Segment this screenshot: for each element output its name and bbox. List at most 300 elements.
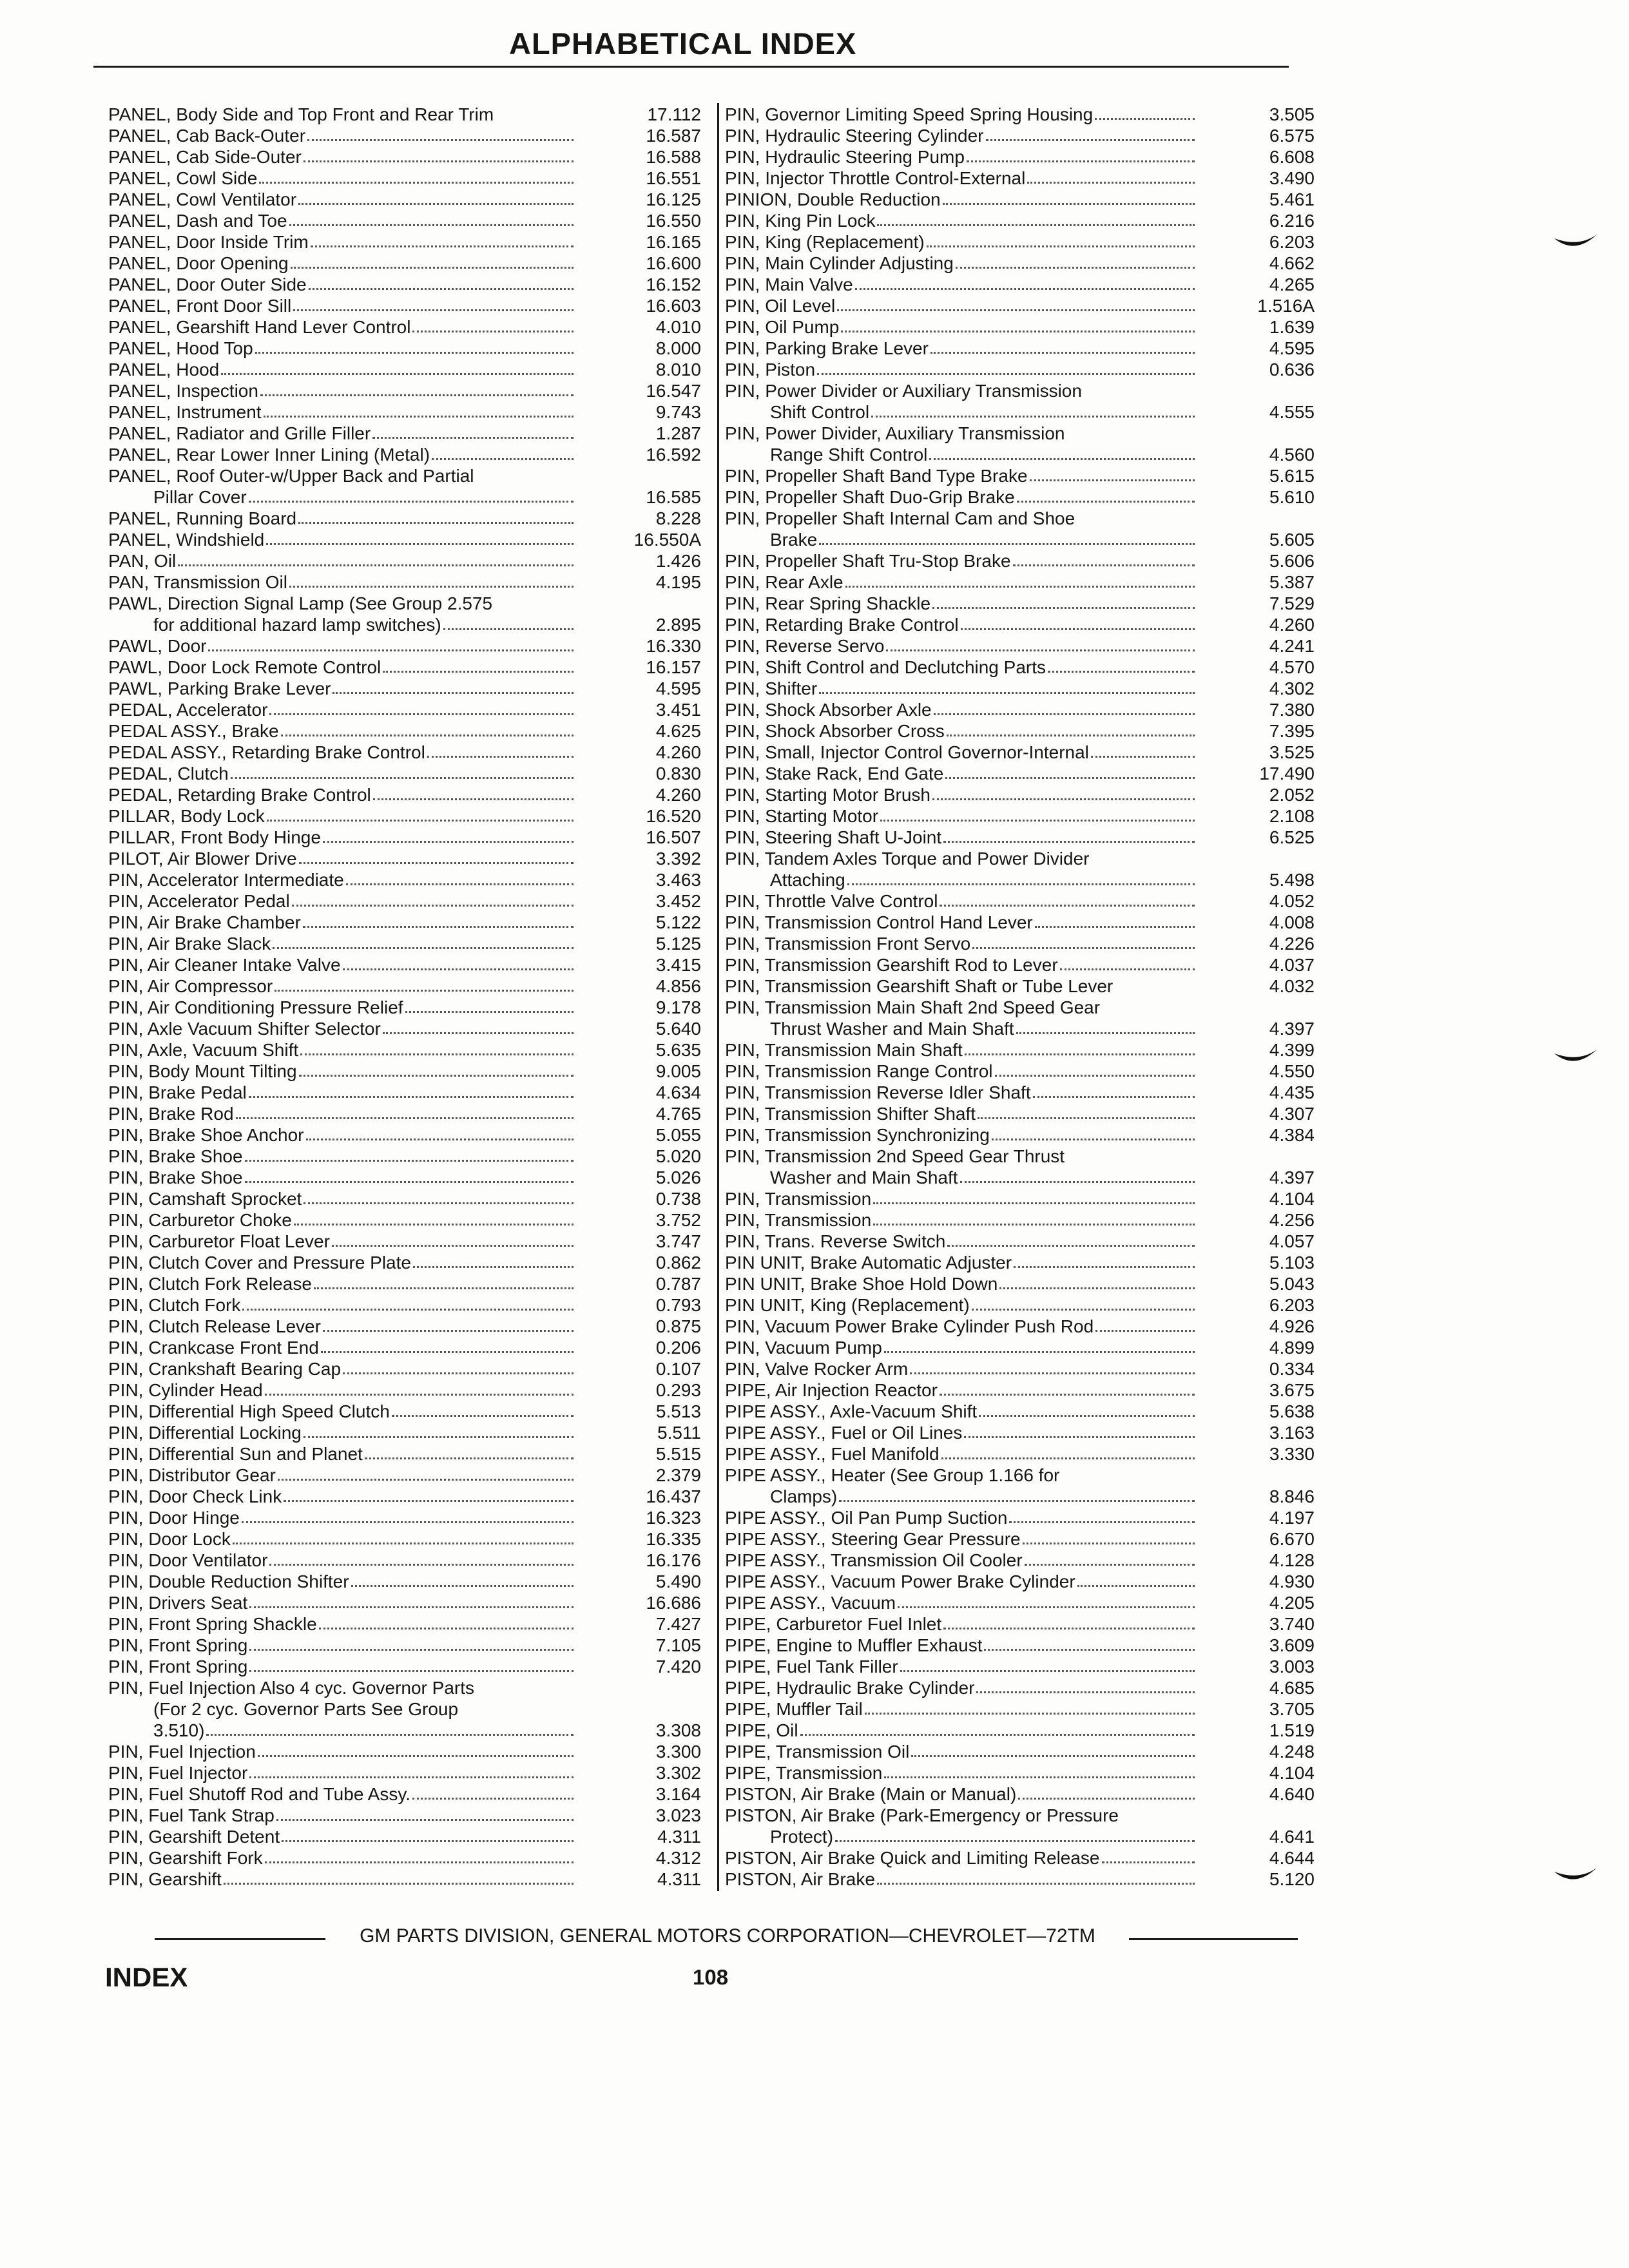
dot-leader: [1027, 182, 1195, 184]
index-entry-name: [108, 1869, 574, 1890]
index-entry: [108, 380, 701, 401]
index-entry-name: [108, 678, 574, 699]
dot-leader: [278, 1479, 574, 1481]
index-entry-ref: 3.705: [1269, 1699, 1315, 1719]
dot-leader: [819, 692, 1195, 694]
dot-leader: [372, 437, 574, 439]
dot-leader: [265, 1861, 574, 1863]
index-entry-ref: 6.203: [1269, 1295, 1315, 1315]
index-entry-name: [725, 933, 1195, 954]
index-entry-name: [108, 1039, 574, 1061]
dot-leader: [947, 735, 1195, 736]
index-entry-name: [725, 465, 1195, 486]
index-entry-text: PIN, Clutch Cover and Pressure Plate: [108, 1253, 411, 1273]
index-entry-ref: 4.662: [1269, 253, 1315, 273]
index-entry-text: PIN, Carburetor Choke: [108, 1210, 292, 1230]
index-entry: [108, 1847, 701, 1869]
dot-leader: [961, 628, 1195, 630]
index-entry-name: [108, 274, 574, 295]
index-entry-name: [725, 253, 1195, 274]
dot-leader: [323, 1330, 574, 1332]
index-entry: [108, 805, 701, 827]
footer-rule-left: [155, 1938, 325, 1940]
index-entry: [725, 1486, 1315, 1507]
index-entry-ref: 16.550: [646, 211, 701, 231]
index-entry: [725, 338, 1315, 359]
index-entry-ref: 4.008: [1269, 912, 1315, 932]
dot-leader: [249, 1649, 574, 1651]
index-entry-text: PIN, Hydraulic Steering Cylinder: [725, 126, 984, 146]
index-entry: [108, 1018, 701, 1039]
index-entry-name: [725, 295, 1195, 316]
dot-leader: [929, 458, 1195, 460]
index-entry: [725, 465, 1315, 486]
dot-leader: [930, 352, 1195, 354]
index-entry: [108, 869, 701, 890]
index-column-right: [725, 104, 1315, 1890]
index-entry-ref: 16.335: [646, 1529, 701, 1549]
index-entry: [108, 1550, 701, 1571]
index-entry-text: PIN, Door Hinge: [108, 1508, 240, 1528]
index-entry-ref: 0.875: [655, 1316, 701, 1336]
index-entry-ref: 3.163: [1269, 1423, 1315, 1443]
index-entry-ref: 5.122: [655, 912, 701, 932]
index-entry: [725, 975, 1315, 997]
index-entry-name: [108, 1465, 574, 1486]
header-rule: [93, 66, 1289, 68]
index-entry-ref: 16.603: [646, 296, 701, 316]
dot-leader: [413, 1266, 574, 1268]
index-entry-ref: 16.437: [646, 1486, 701, 1506]
index-entry: [108, 1869, 701, 1890]
index-entry-text: PIN, Cylinder Head: [108, 1380, 263, 1400]
index-entry-ref: 5.020: [655, 1146, 701, 1166]
index-entry-name: [725, 742, 1195, 763]
dot-leader: [964, 1436, 1195, 1438]
index-entry-ref: 6.670: [1269, 1529, 1315, 1549]
index-entry: [725, 1762, 1315, 1783]
index-entry-name: [725, 1401, 1195, 1422]
index-entry-text: PIN, Gearshift: [108, 1869, 222, 1889]
dot-leader: [293, 309, 574, 311]
index-entry-line: PIN, Transmission 2nd Speed Gear Thrust: [725, 1146, 1065, 1166]
index-entry-ref: 7.395: [1269, 721, 1315, 741]
index-entry-name: [725, 1061, 1195, 1082]
dot-leader: [298, 203, 574, 205]
index-entry-ref: 0.793: [655, 1295, 701, 1315]
dot-leader: [299, 1075, 574, 1077]
index-entry-ref: 2.895: [655, 615, 701, 635]
index-entry-ref: 0.334: [1269, 1359, 1315, 1379]
index-entry-text: Range Shift Control: [770, 445, 928, 465]
index-entry-text: PIN, Starting Motor Brush: [725, 785, 931, 805]
index-entry: [725, 444, 1315, 465]
dot-leader: [992, 1139, 1195, 1140]
index-entry-text: PIN, Transmission Gearshift Rod to Lever: [725, 955, 1058, 975]
index-entry-text: PIN, Brake Shoe: [108, 1146, 243, 1166]
dot-leader: [947, 1245, 1195, 1247]
index-entry-ref: 4.644: [1269, 1848, 1315, 1868]
dot-leader: [303, 926, 574, 928]
dot-leader: [1009, 1521, 1195, 1523]
index-entry: [108, 1507, 701, 1528]
index-entry-ref: 4.634: [655, 1082, 701, 1102]
index-entry-text: PIN, Differential Locking: [108, 1423, 302, 1443]
dot-leader: [304, 1202, 574, 1204]
index-entry-ref: 4.595: [655, 678, 701, 698]
index-entry: [108, 1783, 701, 1805]
index-entry: [725, 1294, 1315, 1316]
index-entry-text: PIN, Air Compressor: [108, 976, 273, 996]
index-entry-name: [108, 933, 574, 954]
index-entry-name: [725, 1847, 1195, 1869]
dot-leader: [1033, 1096, 1195, 1098]
index-entry: [108, 359, 701, 380]
index-entry-text: PIN, Parking Brake Lever: [725, 338, 929, 358]
index-entry: [725, 125, 1315, 146]
index-entry-name: [108, 912, 574, 933]
index-entry-ref: 16.165: [646, 232, 701, 252]
index-entry-text: PILLAR, Body Lock: [108, 806, 265, 826]
index-entry-name: [725, 1039, 1195, 1061]
index-entry-name: [725, 805, 1195, 827]
index-entry-name: [725, 975, 1195, 997]
index-entry-text: PIPE, Transmission: [725, 1763, 883, 1783]
index-entry: [108, 1465, 701, 1486]
index-entry-ref: 3.415: [655, 955, 701, 975]
index-entry-name: [108, 699, 574, 720]
dot-leader: [855, 288, 1195, 290]
index-entry-ref: 4.104: [1269, 1763, 1315, 1783]
index-entry: [725, 1571, 1315, 1592]
index-entry-text: PEDAL, Retarding Brake Control: [108, 785, 371, 805]
index-entry-text: PIN, Oil Level: [725, 296, 836, 316]
index-entry: [108, 954, 701, 975]
index-entry-text: PIN, Fuel Tank Strap: [108, 1805, 275, 1825]
index-entry-name: [725, 274, 1195, 295]
dot-leader: [845, 586, 1195, 588]
index-entry: [725, 486, 1315, 508]
index-entry-name: [108, 1124, 574, 1146]
index-entry-ref: 2.052: [1269, 785, 1315, 805]
index-entry-ref: 7.380: [1269, 700, 1315, 720]
index-entry-name: [725, 1209, 1195, 1231]
footer-publisher: GM PARTS DIVISION, GENERAL MOTORS CORPORATION—CHEVROLET—72TM: [360, 1925, 1095, 1946]
index-entry-ref: 6.203: [1269, 232, 1315, 252]
dot-leader: [292, 905, 574, 907]
index-entry-name: [108, 1656, 574, 1677]
index-entry-ref: 5.513: [655, 1401, 701, 1421]
index-entry-text: PISTON, Air Brake: [725, 1869, 875, 1889]
index-entry-text: PIN, Injector Throttle Control-External: [725, 168, 1026, 188]
index-entry-name: [108, 189, 574, 210]
index-entry-name: [108, 1720, 574, 1741]
index-entry-name: [108, 635, 574, 657]
dot-leader: [943, 203, 1195, 205]
index-entry: [725, 274, 1315, 295]
index-entry: [725, 1635, 1315, 1656]
index-entry-ref: 16.125: [646, 189, 701, 209]
index-entry-ref: 0.738: [655, 1189, 701, 1209]
index-entry-name: [725, 657, 1195, 678]
index-entry: [725, 529, 1315, 550]
index-entry-name: [725, 401, 1195, 423]
index-entry: [108, 614, 701, 635]
dot-leader: [865, 1713, 1195, 1715]
index-entry: [725, 1209, 1315, 1231]
index-entry: [108, 253, 701, 274]
index-entry-ref: 5.615: [1269, 466, 1315, 486]
index-entry-text: 3.510): [153, 1720, 205, 1740]
dot-leader: [873, 1224, 1195, 1225]
index-entry-text: PIPE, Oil: [725, 1720, 798, 1740]
index-entry: [108, 848, 701, 869]
index-entry-ref: 7.105: [655, 1635, 701, 1655]
index-entry: [725, 231, 1315, 253]
index-entry-ref: 4.302: [1269, 678, 1315, 698]
dot-leader: [284, 1500, 574, 1502]
dot-leader: [249, 1606, 574, 1608]
index-entry-text: PIN, Differential High Speed Clutch: [108, 1401, 390, 1421]
index-entry-name: [108, 1316, 574, 1337]
index-entry-text: PIN, Fuel Shutoff Rod and Tube Assy.: [108, 1784, 411, 1804]
index-entry-ref: 5.638: [1269, 1401, 1315, 1421]
index-entry-text: PIN, Rear Axle: [725, 572, 843, 592]
index-entry-text: PANEL, Cab Side-Outer: [108, 147, 302, 167]
index-entry-ref: 4.037: [1269, 955, 1315, 975]
index-entry: [108, 486, 701, 508]
dot-leader: [233, 1542, 574, 1544]
dot-leader: [289, 586, 574, 588]
index-entry-ref: 3.675: [1269, 1380, 1315, 1400]
index-entry-text: PIN, Accelerator Intermediate: [108, 870, 344, 890]
index-entry: [108, 763, 701, 784]
index-entry-name: [108, 997, 574, 1018]
index-entry: [725, 1826, 1315, 1847]
index-entry-name: [108, 1337, 574, 1358]
dot-leader: [383, 671, 574, 673]
index-entry-text: PIN, Reverse Servo: [725, 636, 885, 656]
index-entry-text: PIN, Trans. Reverse Switch: [725, 1231, 946, 1251]
dot-leader: [884, 1776, 1195, 1778]
index-entry-name: [725, 1571, 1195, 1592]
index-entry-line: PIN, Tandem Axles Torque and Power Divider: [725, 849, 1090, 869]
index-entry: [725, 1401, 1315, 1422]
index-entry-ref: 5.043: [1269, 1274, 1315, 1294]
index-entry-ref: 4.625: [655, 721, 701, 741]
index-entry: [725, 1082, 1315, 1103]
dot-leader: [346, 883, 574, 885]
index-entry-ref: 5.498: [1269, 870, 1315, 890]
index-entry-text: Washer and Main Shaft: [770, 1168, 958, 1187]
index-entry: [725, 1273, 1315, 1294]
index-entry-ref: 16.686: [646, 1593, 701, 1613]
index-entry-ref: 4.052: [1269, 891, 1315, 911]
column-divider: [717, 103, 719, 1891]
index-entry-text: PIPE ASSY., Vacuum: [725, 1593, 896, 1613]
index-entry: [725, 1613, 1315, 1635]
dot-leader: [1013, 564, 1195, 566]
index-entry-ref: 4.560: [1269, 445, 1315, 465]
dot-leader: [343, 968, 574, 970]
index-entry-ref: 5.610: [1269, 487, 1315, 507]
index-entry-text: Attaching: [770, 870, 845, 890]
index-entry-name: [725, 912, 1195, 933]
index-column-left: [108, 104, 701, 1890]
index-entry: [108, 125, 701, 146]
index-entry-text: PIN, Small, Injector Control Governor-Internal: [725, 742, 1089, 762]
index-entry-name: [725, 1826, 1195, 1847]
index-entry-text: PANEL, Running Board: [108, 508, 297, 528]
index-entry-ref: 7.529: [1269, 593, 1315, 613]
index-entry-ref: 4.399: [1269, 1040, 1315, 1060]
index-entry-ref: 4.260: [655, 785, 701, 805]
index-entry-name: [108, 1486, 574, 1507]
index-entry-text: PANEL, Rear Lower Inner Lining (Metal): [108, 445, 430, 465]
index-entry-name: [108, 1443, 574, 1465]
index-entry-name: [725, 1018, 1195, 1039]
index-entry-ref: 0.862: [655, 1253, 701, 1273]
dot-leader: [245, 1181, 574, 1183]
index-entry-ref: 5.515: [655, 1444, 701, 1464]
index-entry-ref: 5.605: [1269, 530, 1315, 550]
index-entry-ref: 4.640: [1269, 1784, 1315, 1804]
dot-leader: [245, 1160, 574, 1162]
dot-leader: [979, 1415, 1195, 1417]
index-entry-text: PIN, Transmission Range Control: [725, 1061, 993, 1081]
dot-leader: [208, 649, 574, 651]
index-entry-text: PEDAL ASSY., Retarding Brake Control: [108, 742, 425, 762]
index-entry: [108, 572, 701, 593]
index-entry-ref: 4.641: [1269, 1827, 1315, 1847]
index-entry-name: [725, 1720, 1195, 1741]
dot-leader: [1017, 501, 1195, 503]
index-entry-name: [725, 1635, 1195, 1656]
index-entry-name: [725, 1124, 1195, 1146]
index-entry-ref: 4.205: [1269, 1593, 1315, 1613]
index-entry-text: Shift Control: [770, 402, 870, 422]
dot-leader: [275, 990, 574, 992]
index-entry-name: [725, 572, 1195, 593]
index-entry: [725, 401, 1315, 423]
index-entry-name: [725, 529, 1195, 550]
index-entry-name: [725, 890, 1195, 912]
index-entry: [108, 1103, 701, 1124]
index-entry-name: [108, 1507, 574, 1528]
index-entry-text: PIN, Crankshaft Bearing Cap: [108, 1359, 342, 1379]
index-entry-text: PIN, Drivers Seat: [108, 1593, 248, 1613]
index-entry-ref: 1.519: [1269, 1720, 1315, 1740]
index-entry-ref: 0.830: [655, 764, 701, 783]
dot-leader: [1023, 1542, 1195, 1544]
index-entry-name: [108, 657, 574, 678]
index-entry: [725, 657, 1315, 678]
dot-leader: [432, 458, 574, 460]
index-entry-ref: 4.856: [655, 976, 701, 996]
dot-leader: [427, 756, 574, 758]
index-entry: [725, 614, 1315, 635]
index-entry-name: [108, 295, 574, 316]
index-entry-ref: 3.164: [655, 1784, 701, 1804]
dot-leader: [1014, 1266, 1195, 1268]
index-entry-ref: 4.930: [1269, 1571, 1315, 1591]
index-entry-text: PIN, Piston: [725, 360, 816, 380]
index-entry: [108, 1613, 701, 1635]
index-entry: [725, 1422, 1315, 1443]
index-entry-name: [108, 1550, 574, 1571]
dot-leader: [927, 245, 1195, 247]
index-entry-name: [108, 1762, 574, 1783]
dot-leader: [273, 947, 574, 949]
index-entry-ref: 3.023: [655, 1805, 701, 1825]
index-entry: [725, 1061, 1315, 1082]
index-entry-name: [108, 1252, 574, 1273]
index-entry-text: PILOT, Air Blower Drive: [108, 849, 297, 869]
index-entry-name: [725, 784, 1195, 805]
index-entry: [725, 890, 1315, 912]
dot-leader: [880, 820, 1195, 822]
index-entry: [108, 338, 701, 359]
index-entry-ref: 16.550A: [633, 530, 701, 550]
index-entry-text: PIN, Distributor Gear: [108, 1465, 276, 1485]
index-entry-ref: 5.055: [655, 1125, 701, 1145]
dot-leader: [249, 1096, 574, 1098]
index-entry: [108, 1358, 701, 1379]
index-entry-text: PAN, Transmission Oil: [108, 572, 287, 592]
index-entry: [108, 1720, 701, 1741]
index-entry-name: [108, 486, 574, 508]
index-entry: [725, 1103, 1315, 1124]
dot-leader: [269, 1564, 574, 1566]
index-entry: [725, 954, 1315, 975]
index-entry-text: PIN, Air Brake Chamber: [108, 912, 301, 932]
index-entry-text: PIN, Stake Rack, End Gate: [725, 764, 944, 783]
dot-leader: [231, 777, 574, 779]
index-entry-ref: 3.740: [1269, 1614, 1315, 1634]
index-entry: [725, 635, 1315, 657]
index-entry-text: PIN, Door Ventilator: [108, 1550, 268, 1570]
dot-leader: [967, 160, 1195, 162]
footer-section-label: INDEX: [105, 1962, 188, 1992]
index-entry: [108, 295, 701, 316]
dot-leader: [940, 1394, 1195, 1396]
index-entry: [725, 1231, 1315, 1252]
dot-leader: [333, 692, 574, 694]
index-entry-name: [725, 1167, 1195, 1188]
index-entry-line: PIN, Power Divider, Auxiliary Transmission: [725, 423, 1065, 443]
index-entry: [108, 1741, 701, 1762]
dot-leader: [351, 1585, 574, 1587]
index-entry: [108, 1635, 701, 1656]
index-entry-name: [725, 635, 1195, 657]
dot-leader: [817, 373, 1195, 375]
index-entry-text: PIN, Fuel Injection: [108, 1742, 256, 1762]
dot-leader: [249, 1776, 574, 1778]
index-entry: [108, 189, 701, 210]
index-entry-name: [108, 1847, 574, 1869]
index-entry-name: [108, 1167, 574, 1188]
index-entry-name: [108, 104, 574, 125]
index-entry-name: [108, 529, 574, 550]
index-entry: [725, 1869, 1315, 1890]
index-entry-name: [725, 1358, 1195, 1379]
index-entry-name: [108, 444, 574, 465]
index-entry: [108, 146, 701, 168]
dot-leader: [984, 1649, 1195, 1651]
dot-leader: [911, 1755, 1195, 1757]
index-entry-name: [108, 253, 574, 274]
index-entry: [725, 933, 1315, 954]
